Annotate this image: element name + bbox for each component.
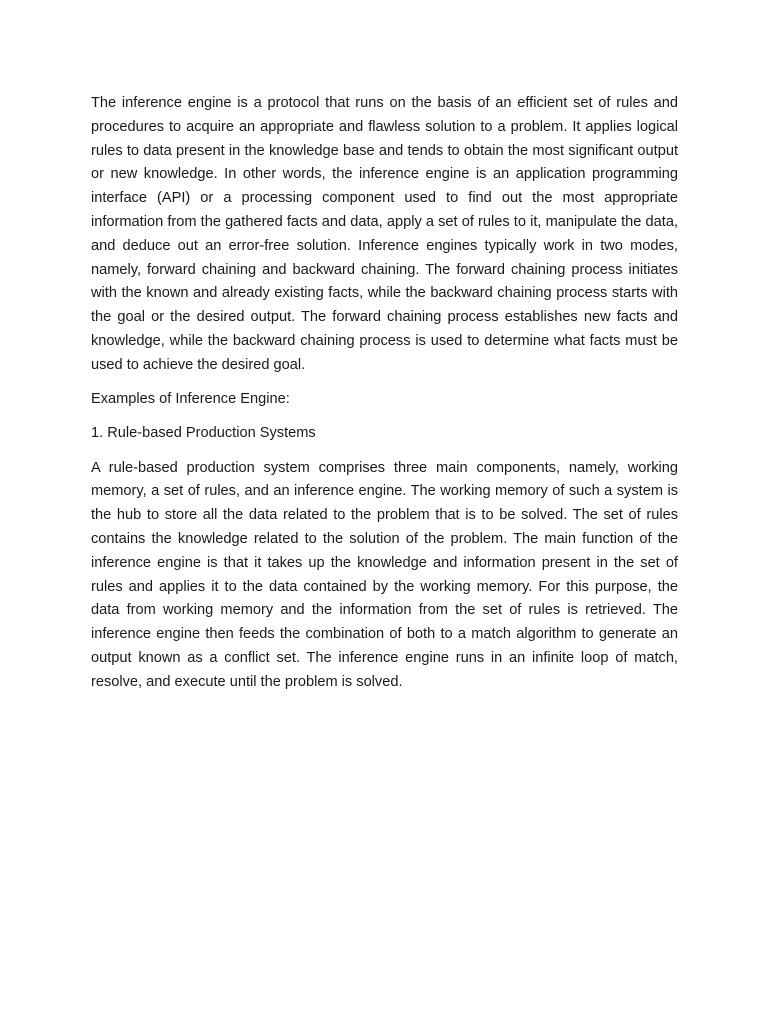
examples-heading: Examples of Inference Engine: — [91, 391, 290, 408]
section-heading: 1. Rule-based Production Systems — [91, 425, 316, 442]
intro-paragraph: The inference engine is a protocol that runs on the basis of an efficient set of rules and procedures to acquire an appropriate and flawless solution to a problem. It applies logical rules to data present in the knowledge base and tends to obtain the most significant output or new knowledge. In other words, the inference engine is an application programming interface (API) or a processing component used to find out the most appropriate information from the gathered facts and data, apply a set of rules to it, manipulate the data, and deduce out an error-free solution. Inference engines typically work in two modes, namely, forward chaining and backward chaining. The forward chaining process initiates with the known and already existing facts, while the backward chaining process starts with the goal or the desired output. The forward chaining process establishes new facts and knowledge, while the backward chaining process is used to determine what facts must be used to achieve the desired goal. — [91, 95, 678, 373]
section-paragraph: A rule-based production system comprises three main components, namely, working memory, a set of rules, and an inference engine. The working memory of such a system is the hub to store all the data related to the problem that is to be solved. The set of rules contains the knowledge related to the solution of the problem. The main function of the inference engine is that it takes up the knowledge and information present in the set of rules and applies it to the data contained by the working memory. For this purpose, the data from working memory and the information from the set of rules is retrieved. The inference engine then feeds the combination of both to a match algorithm to generate an output known as a conflict set. The inference engine runs in an infinite loop of match, resolve, and execute until the problem is solved. — [91, 459, 678, 690]
document-page — [91, 92, 678, 705]
